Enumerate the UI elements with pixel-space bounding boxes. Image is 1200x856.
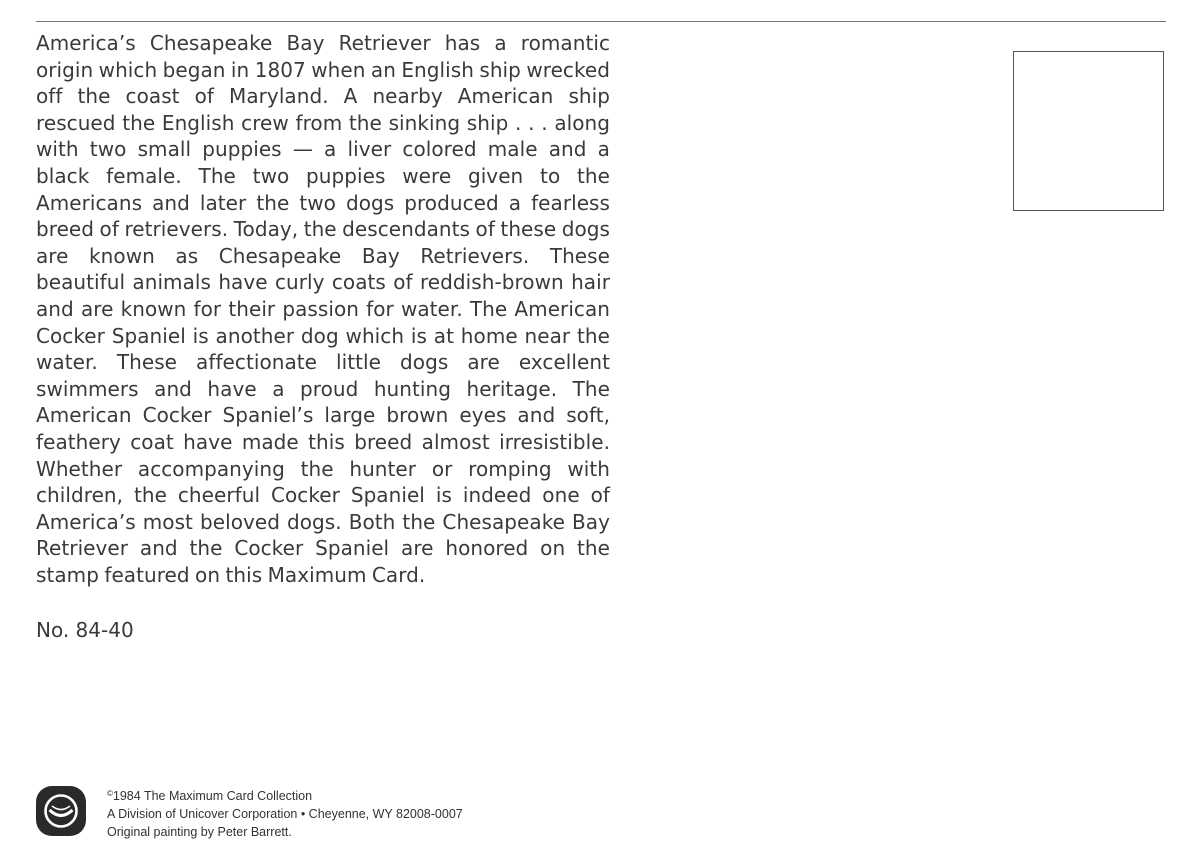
card-description: America’s Chesapeake Bay Retriever has a romantic origin which began in 1807 when an English ship wrecked off the coast of Maryland. A nearby American ship rescued the English crew from the sinking ship . . . along with two small puppies — a liver colored male and a black female. The two puppies were given to the Americans and later the two dogs produced a fearless breed of retrievers. Today, the descendants of these dogs are known as Chesapeake Bay Retrievers. These beautiful animals have curly coats of reddish-brown hair and are known for their passion for water. The American Cocker Spaniel is another dog which is at home near the water. These affectionate little dogs are excellent swimmers and have a proud hunting heritage. The American Cocker Spaniel’s large brown eyes and soft, feathery coat have made this breed almost irresistible. Whether accompanying the hunter or romping with children, the cheerful Cocker Spaniel is indeed one of America’s most beloved dogs. Both the Chesapeake Bay Retriever and the Cocker Spaniel are honored on the stamp featured on this Maximum Card. bbox=[36, 31, 610, 587]
unicover-logo bbox=[36, 786, 86, 836]
painting-credit: Original painting by Peter Barrett. bbox=[107, 825, 292, 839]
copyright-symbol: © bbox=[107, 789, 113, 798]
publisher-credits bbox=[107, 785, 463, 841]
stamp-placement-box bbox=[1013, 51, 1164, 211]
card-number: No. 84-40 bbox=[36, 618, 134, 642]
unicover-logo-icon bbox=[36, 786, 86, 836]
top-rule bbox=[36, 21, 1166, 22]
division-line: A Division of Unicover Corporation • Cheyenne, WY 82008-0007 bbox=[107, 807, 463, 821]
copyright-text: 1984 The Maximum Card Collection bbox=[112, 789, 313, 803]
copyright-line bbox=[107, 785, 463, 805]
